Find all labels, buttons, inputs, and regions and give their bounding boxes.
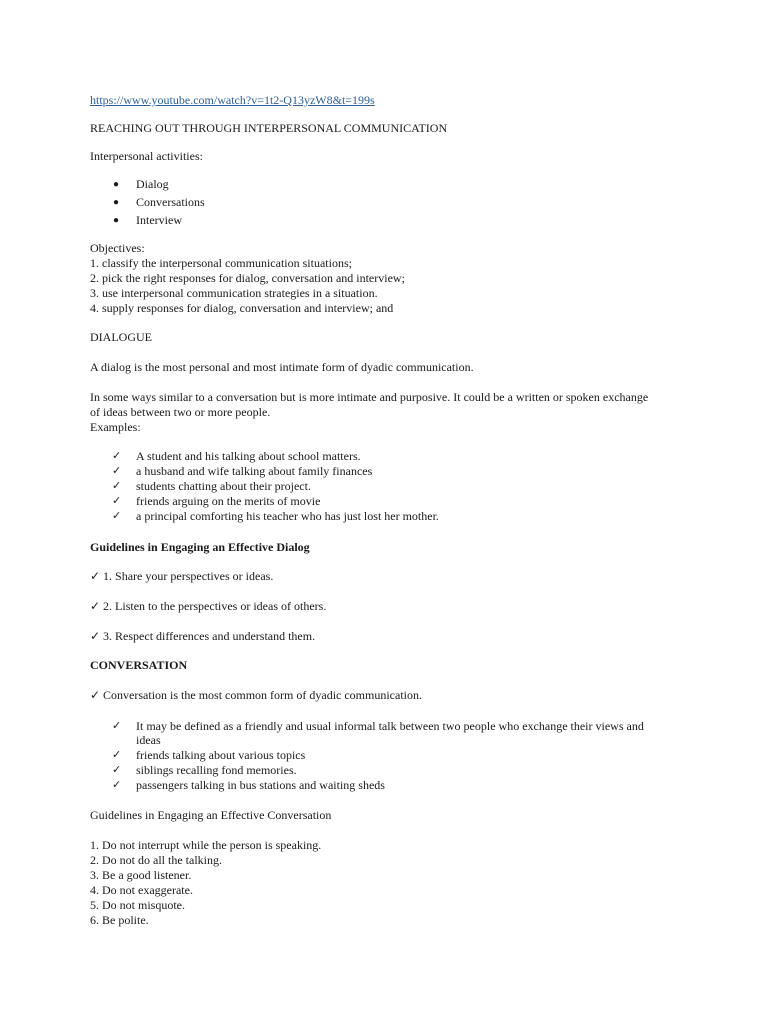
conversation-guidelines-heading: Guidelines in Engaging an Effective Conversation [90, 808, 332, 822]
bullet-icon: ● [113, 179, 120, 190]
guideline-item: 4. Do not exaggerate. [90, 883, 193, 897]
list-item: A student and his talking about school matters. [136, 449, 361, 463]
objective-item: 4. supply responses for dialog, conversation and interview; and [90, 301, 394, 315]
guideline-item: 3. Be a good listener. [90, 868, 192, 882]
list-item: Dialog [136, 177, 169, 191]
checkmark-icon: ✓ [112, 510, 122, 522]
dialog-guidelines-heading: Guidelines in Engaging an Effective Dialog [90, 540, 310, 554]
dialogue-paragraph-line: In some ways similar to a conversation but is more intimate and purposive. It could be a written or spoken exchange [90, 390, 649, 404]
conversation-definition: ✓ Conversation is the most common form of dyadic communication. [90, 688, 422, 702]
dialogue-definition: A dialog is the most personal and most intimate form of dyadic communication. [90, 360, 474, 374]
dialogue-heading: DIALOGUE [90, 330, 152, 344]
checkmark-icon: ✓ [112, 764, 122, 776]
list-item: Interview [136, 213, 182, 227]
list-item: siblings recalling fond memories. [136, 763, 297, 777]
checkmark-icon: ✓ [112, 779, 122, 791]
activities-heading: Interpersonal activities: [90, 149, 203, 163]
checkmark-icon: ✓ [112, 465, 122, 477]
list-item: It may be defined as a friendly and usual informal talk between two people who exchange their views and [136, 719, 644, 733]
document-title: REACHING OUT THROUGH INTERPERSONAL COMMUNICATION [90, 121, 448, 135]
list-item: friends talking about various topics [136, 748, 306, 762]
guideline-item: 1. Do not interrupt while the person is speaking. [90, 838, 322, 852]
objective-item: 2. pick the right responses for dialog, conversation and interview; [90, 271, 405, 285]
conversation-heading: CONVERSATION [90, 658, 188, 672]
bullet-icon: ● [113, 197, 120, 208]
guideline-item: ✓ 2. Listen to the perspectives or ideas of others. [90, 599, 327, 613]
guideline-item: 2. Do not do all the talking. [90, 853, 222, 867]
list-item: students chatting about their project. [136, 479, 311, 493]
list-item: friends arguing on the merits of movie [136, 494, 321, 508]
guideline-item: 5. Do not misquote. [90, 898, 185, 912]
objective-item: 3. use interpersonal communication strategies in a situation. [90, 286, 378, 300]
list-item-continuation: ideas [136, 733, 161, 747]
list-item: Conversations [136, 195, 205, 209]
guideline-item: 6. Be polite. [90, 913, 149, 927]
list-item: a husband and wife talking about family finances [136, 464, 373, 478]
youtube-link[interactable]: https://www.youtube.com/watch?v=1t2-Q13yzW8&t=199s [90, 93, 375, 107]
dialogue-paragraph-line: of ideas between two or more people. [90, 405, 271, 419]
guideline-item: ✓ 3. Respect differences and understand them. [90, 629, 316, 643]
objectives-heading: Objectives: [90, 241, 145, 255]
checkmark-icon: ✓ [112, 720, 122, 732]
objective-item: 1. classify the interpersonal communication situations; [90, 256, 352, 270]
checkmark-icon: ✓ [112, 480, 122, 492]
list-item: a principal comforting his teacher who has just lost her mother. [136, 509, 439, 523]
checkmark-icon: ✓ [112, 749, 122, 761]
guideline-item: ✓ 1. Share your perspectives or ideas. [90, 569, 274, 583]
checkmark-icon: ✓ [112, 450, 122, 462]
examples-heading: Examples: [90, 420, 141, 434]
list-item: passengers talking in bus stations and waiting sheds [136, 778, 385, 792]
bullet-icon: ● [113, 215, 120, 226]
checkmark-icon: ✓ [112, 495, 122, 507]
